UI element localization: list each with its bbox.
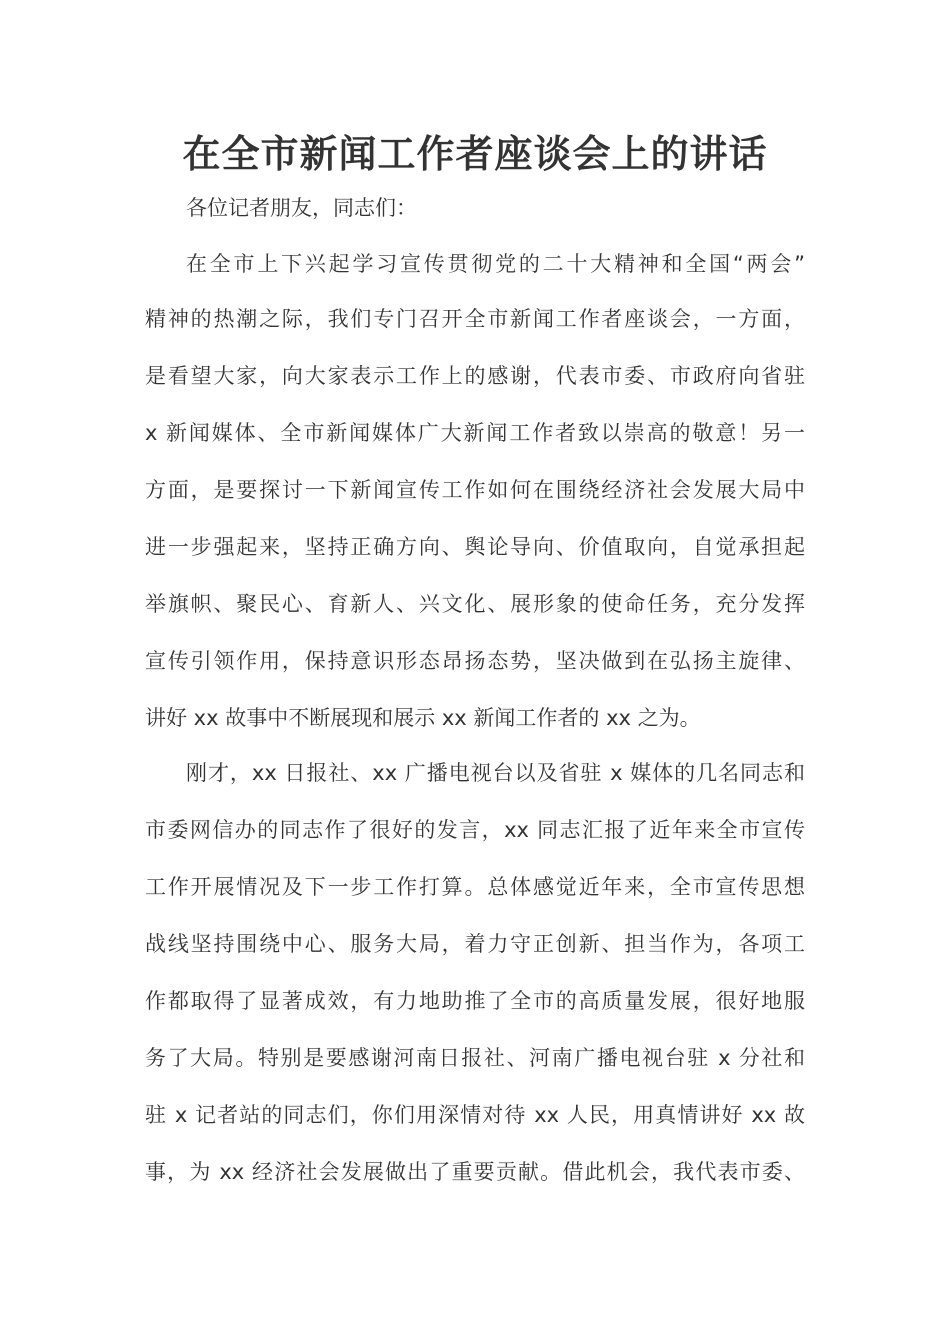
paragraph1-line: 在全市上下兴起学习宣传贯彻党的二十大精神和全国“两会”: [186, 252, 805, 276]
paragraph1-line: 举旗帜、聚民心、育新人、兴文化、展形象的使命任务，充分发挥: [145, 592, 805, 616]
paragraph1-line: 讲好 xx 故事中不断展现和展示 xx 新闻工作者的 xx 之为。: [145, 706, 701, 730]
paragraph2-line: 务了大局。特别是要感谢河南日报社、河南广播电视台驻 x 分社和: [145, 1046, 805, 1070]
paragraph1-line: 方面，是要探讨一下新闻宣传工作如何在围绕经济社会发展大局中: [145, 478, 805, 502]
paragraph2-line: 事，为 xx 经济社会发展做出了重要贡献。借此机会，我代表市委、: [145, 1160, 805, 1184]
greeting: 各位记者朋友，同志们：: [186, 196, 417, 220]
paragraph1-line: 是看望大家，向大家表示工作上的感谢，代表市委、市政府向省驻: [145, 364, 805, 388]
paragraph2-line: 作都取得了显著成效，有力地助推了全市的高质量发展，很好地服: [145, 989, 805, 1013]
paragraph2-line: 刚才，xx 日报社、xx 广播电视台以及省驻 x 媒体的几名同志和: [186, 761, 805, 785]
document-title: 在全市新闻工作者座谈会上的讲话: [182, 132, 768, 176]
paragraph2-line: 驻 x 记者站的同志们，你们用深情对待 xx 人民，用真情讲好 xx 故: [145, 1103, 805, 1127]
paragraph1-line: 宣传引领作用，保持意识形态昂扬态势，坚决做到在弘扬主旋律、: [145, 649, 805, 673]
paragraph1-line: 进一步强起来，坚持正确方向、舆论导向、价值取向，自觉承担起: [145, 535, 805, 559]
paragraph2-line: 战线坚持围绕中心、服务大局，着力守正创新、担当作为，各项工: [145, 932, 805, 956]
paragraph1-line: 精神的热潮之际，我们专门召开全市新闻工作者座谈会，一方面，: [145, 307, 805, 331]
paragraph1-line: x 新闻媒体、全市新闻媒体广大新闻工作者致以崇高的敬意！另一: [145, 421, 805, 445]
paragraph2-line: 市委网信办的同志作了很好的发言，xx 同志汇报了近年来全市宣传: [145, 818, 805, 842]
paragraph2-line: 工作开展情况及下一步工作打算。总体感觉近年来，全市宣传思想: [145, 875, 805, 899]
